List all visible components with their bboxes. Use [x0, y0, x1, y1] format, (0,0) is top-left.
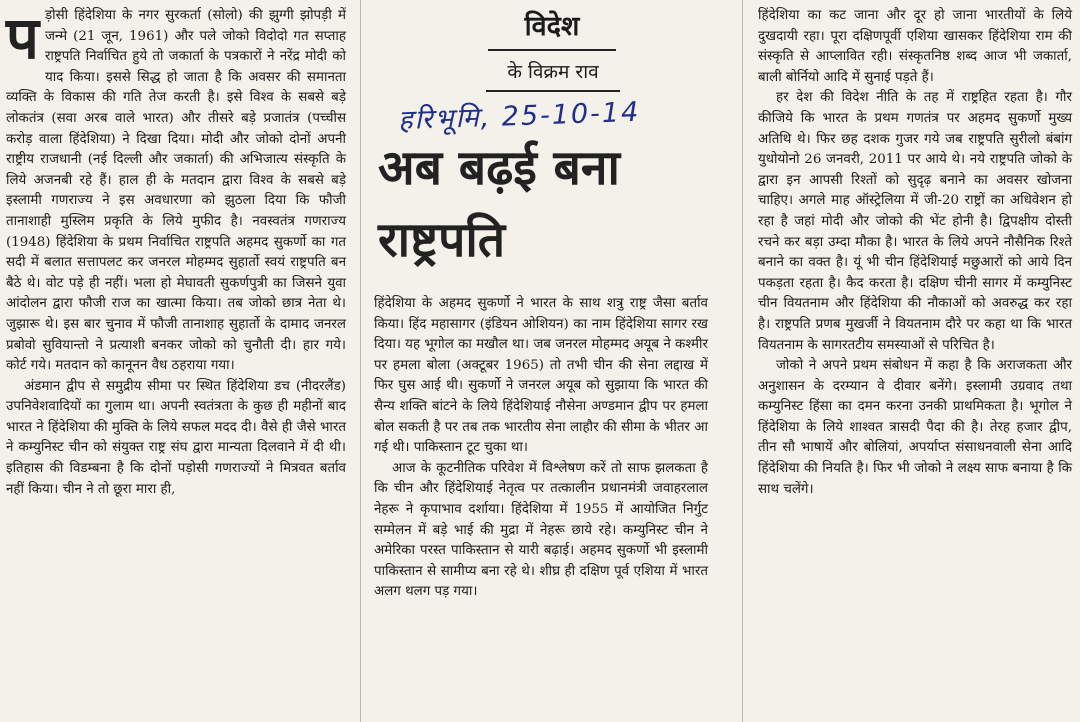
article-header — [368, 0, 714, 290]
column-divider-left — [360, 0, 361, 722]
middle-paragraph-1: हिंदेशिया के अहमद सुकर्णो ने भारत के साथ शत्रु राष्ट्र जैसा बर्ताव किया। हिंद महासागर (इंडियन ओशियन) का नाम हिंदेशिया सागर रख दिया। यह भूगोल का मखौल था। जब जनरल मोहम्मद अयूब ने कश्मीर पर हमला बोला (अक्टूबर 1965) तो तभी चीन की सेना लद्दाख में फिर घुस आई थी। सुकर्णो ने जनरल अयूब को सुझाया कि भारत की सैन्य शक्ति बांटने के लिये हिंदेशियाई नौसेना अण्डमान द्वीप पर हमला बोल सकती है पर तब तक भारतीय सेना लाहौर की सीमा के भीतर आ गई थी। पाकिस्तान टूट चुका था। — [374, 296, 708, 456]
middle-column-text — [368, 290, 714, 603]
left-paragraph-2: अंडमान द्वीप से समुद्रीय सीमा पर स्थित हिंदेशिया डच (नीदरलैंड) उपनिवेशवादियों का गुलाम था। अपनी स्वतंत्रता के कुछ ही महीनों बाद भारत ने हिंदेशिया की मुक्ति के लिये सफल मदद दी। वैसे ही जैसे भारत ने कम्युनिस्ट चीन को संयुक्त राष्ट्र संघ द्वारा मान्यता दिलवाने में दी थी। इतिहास की विडम्बना है कि दोनों पड़ोसी गणराज्यों ने मित्रवत बर्ताव नहीं किया। चीन ने तो छूरा मारा ही, — [6, 378, 347, 497]
right-column — [752, 0, 1078, 500]
middle-column — [368, 0, 714, 603]
right-paragraph-1: हिंदेशिया का कट जाना और दूर हो जाना भारतीयों के लिये दुखदायी रहा। पूरा दक्षिणपूर्वी एशिया खासकर हिंदेशिया राम की संस्कृति से आप्लावित रही। संस्कृतनिष्ठ शब्द आज भी जकार्ता, बाली बोर्नियो आदि में सुनाई पड़ते हैं। — [758, 8, 1072, 85]
right-paragraph-3: जोको ने अपने प्रथम संबोधन में कहा है कि अराजकता और अनुशासन के दरम्यान वे दीवार बनेंगे। इस्लामी उग्रवाद तथा कम्युनिस्ट हिंसा का दमन करना उनकी प्राथमिकता है। भूगोल ने हिंदेशिया के लिये शाश्वत त्रासदी पैदा की है। तेरह हजार द्वीप, तीन सौ भाषायें और बोलियां, अपर्याप्त संसाधनवाली सेना आदि हिंदेशिया की नियति है। फिर भी जोको ने लक्ष्य साफ बनाया है कि साथ चलेंगे। — [758, 358, 1072, 497]
section-label: विदेश — [488, 6, 616, 51]
left-column-text — [0, 0, 352, 500]
left-column — [0, 0, 352, 500]
byline: के विक्रम राव — [486, 58, 620, 92]
right-column-text — [752, 0, 1078, 500]
middle-paragraph-2: आज के कूटनीतिक परिवेश में विश्लेषण करें तो साफ झलकता है कि चीन और हिंदेशियाई नेतृत्व पर तत्कालीन प्रधानमंत्री जवाहरलाल नेहरू ने कृपाभाव दर्शाया। हिंदेशिया में 1955 में आयोजित निर्गुट सम्मेलन में बड़े भाई की मुद्रा में नेहरू छाये रहे। कम्युनिस्ट चीन ने अमेरिका परस्त पाकिस्तान से यारी बढ़ाई। अहमद सुकर्णो भी इस्लामी पाकिस्तान से सामीप्य बना रहे थे। शीघ्र ही दक्षिण पूर्व एशिया में भारत अलग थलग पड़ गया। — [374, 460, 708, 600]
column-divider-right — [742, 0, 743, 722]
dropcap: प — [6, 4, 39, 72]
headline: अब बढ़ई बना राष्ट्रपति — [378, 140, 620, 268]
left-paragraph-1: ड़ोसी हिंदेशिया के नगर सुरकर्ता (सोलो) की झुग्गी झोपड़ी में जन्मे (21 जून, 1961) और पले जोको विदोदो गत सप्ताह राष्ट्रपति निर्वाचित हुये तो जकार्ता के पत्रकारों ने नरेंद्र मोदी को याद किया। इससे सिद्ध हो जाता है कि अवसर की समानता व्यक्ति के विकास की गति तेज करती है। इसे विश्व के सबसे बड़े लोकतंत्र (सवा अरब वाले भारत) और तीसरे बड़े प्रजातंत्र (पच्चीस करोड़ वाला हिंदेशिया) ने दिखा दिया। मोदी और जोको दोनों अपनी राष्ट्रीय राजधानी (नई दिल्ली और जकार्ता) की अभिजात्य संस्कृति के लिये अजनबी रहे हैं। हाल ही के मतदान द्वारा विश्व के सबसे बड़े इस्लामी गणराज्य ने इस अवधारणा को झुठला दिया कि फौजी तानाशाही मुस्लिम प्रकृति के लिये मुफीद है। नवस्वतंत्र गणराज्य (1948) हिंदेशिया के प्रथम निर्वाचित राष्ट्रपति अहमद सुकर्णो का गत सदी में बलात सत्तापलट कर जनरल मोहम्मद सुहार्तो स्वयं राष्ट्रपति बन बैठे थे। वोट पड़े ही नहीं। भला हो मेघावती सुकर्णपुत्री का जिसने युवा आंदोलन द्वारा फौजी राज का खात्मा किया। तब जोको छात्र नेता थे। जुझारू थे। इस बार चुनाव में फौजी तानाशाह सुहार्तो के दामाद जनरल प्रबोवो सुवियान्तो ने प्रत्याशी बनकर जोको को चुनौती दी। हार गये। कोर्ट गये। मतदान को कानूनन वैध ठहराया गया। — [6, 8, 346, 374]
lead-paragraph — [6, 6, 346, 377]
handwritten-note: हरिभूमि, 25-10-14 — [397, 96, 641, 137]
right-paragraph-2: हर देश की विदेश नीति के तह में राष्ट्रहित रहता है। गौर कीजिये कि भारत के प्रथम गणतंत्र पर अहमद सुकर्णो मुख्य अतिथि थे। फिर छह दशक गुजर गये जब राष्ट्रपति सुरीलो बंबांग युधोयोनो 26 जनवरी, 2011 पर आये थे। नये राष्ट्रपति जोको के द्वारा इन आपसी रिश्तों को सुदृढ़ बनाने का अवसर खोजना चाहिए। अगले माह ऑस्ट्रेलिया में जी-20 राष्ट्रों का अधिवेशन हो रहा है जहां मोदी और जोको की भेंट होनी है। द्विपक्षीय दोस्ती रचने कर बड़ा उम्दा मौका है। भारत के लिये अपने नौसैनिक रिश्ते बनाने का वक्त है। यूं भी चीन हिंदेशियाई मछुआरों को आये दिन पकड़ता रहता है। कैद करता है। दक्षिण चीनी सागर में कम्युनिस्ट चीन वियतनाम और हिंदेशिया की नौकाओं को अवरुद्ध कर रहा है। राष्ट्रपति प्रणब मुखर्जी ने वियतनाम दौरे पर कहा था कि भारत वियतनाम के सागरतटीय समस्याओं से परिचित है। — [758, 90, 1072, 353]
